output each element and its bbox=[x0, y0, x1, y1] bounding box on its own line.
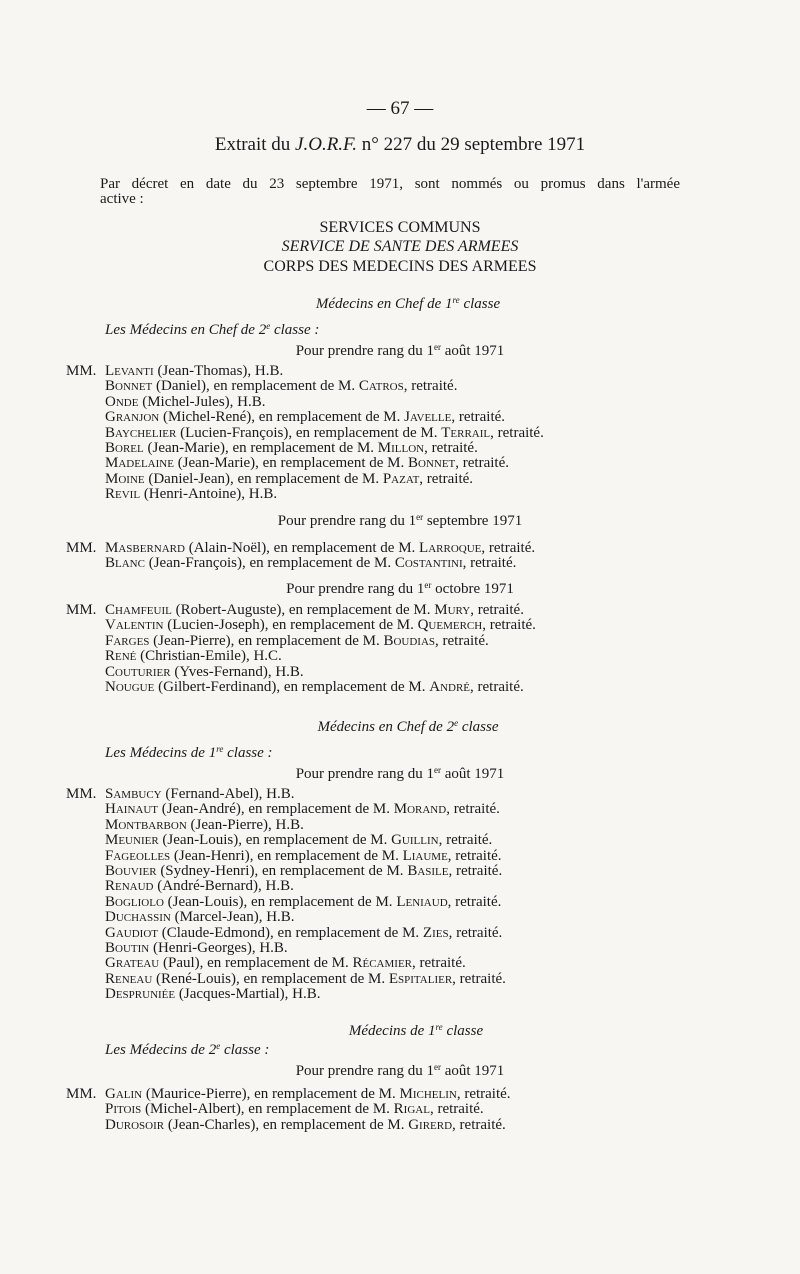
replaced-name: Basile bbox=[407, 862, 449, 879]
mm-label bbox=[66, 426, 105, 441]
list-item bbox=[66, 926, 666, 941]
entry-details: (Henri-Georges), H.B. bbox=[149, 939, 288, 956]
list-item bbox=[66, 541, 666, 556]
rang-heading: Pour prendre rang du 1er septembre 1971 bbox=[277, 512, 523, 529]
list-item bbox=[66, 618, 666, 633]
entry-details: (Christian-Emile), H.C. bbox=[136, 648, 282, 665]
entry-details: (Lucien-François), en remplacement de M. bbox=[176, 424, 442, 441]
entry-details: (Lucien-Joseph), en remplacement de M. bbox=[163, 617, 418, 634]
entries-list bbox=[66, 603, 666, 695]
entry-details: (Daniel-Jean), en remplacement de M. bbox=[144, 470, 383, 487]
person-name: Meunier bbox=[105, 832, 159, 849]
list-item bbox=[66, 649, 666, 664]
entry-end: , retraité. bbox=[482, 617, 536, 634]
mm-label bbox=[66, 1102, 105, 1117]
list-item bbox=[66, 833, 666, 848]
entry-end: , retraité. bbox=[435, 632, 489, 649]
person-name: Hainaut bbox=[105, 801, 158, 818]
mm-label bbox=[66, 849, 105, 864]
person-name: René bbox=[105, 648, 137, 665]
person-name: Reneau bbox=[105, 970, 153, 987]
heading-corps-medecins: CORPS DES MEDECINS DES ARMEES bbox=[263, 258, 537, 275]
list-item bbox=[66, 379, 666, 394]
list-item bbox=[66, 1102, 666, 1117]
person-name: Gaudiot bbox=[105, 924, 158, 941]
mm-label bbox=[66, 472, 105, 487]
person-name: Sambucy bbox=[105, 786, 162, 802]
replaced-name: Mury bbox=[434, 602, 471, 618]
mm-label bbox=[66, 972, 105, 987]
replaced-name: Javelle bbox=[404, 409, 452, 426]
person-name: Bouvier bbox=[105, 862, 157, 879]
replaced-name: Catros bbox=[358, 378, 404, 395]
section-heading: Médecins en Chef de 1re classe bbox=[315, 295, 501, 312]
entry-details: (Maurice-Pierre), en remplacement de M. bbox=[142, 1086, 400, 1102]
replaced-name: Récamier bbox=[352, 955, 413, 972]
intro-line-1: Par décret en date du 23 septembre 1971, sont nommés ou promus dans l'armée bbox=[100, 176, 680, 192]
mm-label bbox=[66, 833, 105, 848]
person-name: Farges bbox=[105, 632, 150, 649]
replaced-name: Zies bbox=[422, 924, 449, 941]
entry-end: , retraité. bbox=[456, 1086, 511, 1102]
entries-list bbox=[66, 541, 666, 572]
entry-end: , retraité. bbox=[446, 801, 500, 818]
list-item bbox=[66, 472, 666, 487]
entries-list bbox=[66, 1087, 666, 1133]
mm-label bbox=[66, 665, 105, 680]
entry-details: (Alain-Noël), en remplacement de M. bbox=[184, 540, 420, 556]
person-name: Madelaine bbox=[105, 455, 174, 472]
mm-label: MM. bbox=[66, 363, 97, 379]
rang-heading: Pour prendre rang du 1er octobre 1971 bbox=[286, 580, 514, 597]
person-name: Levanti bbox=[105, 363, 154, 379]
entry-details: (Michel-Albert), en remplacement de M. bbox=[141, 1101, 394, 1118]
list-item bbox=[66, 665, 666, 680]
person-name: Bogliolo bbox=[105, 893, 164, 910]
list-item bbox=[66, 410, 666, 425]
list-item bbox=[66, 556, 666, 571]
mm-label bbox=[66, 680, 105, 695]
entry-end: , retraité. bbox=[481, 540, 536, 556]
section-subheading: Les Médecins en Chef de 2e classe : bbox=[105, 321, 320, 338]
entry-end: , retraité. bbox=[424, 439, 478, 456]
replaced-name: Terrail bbox=[441, 424, 491, 441]
entry-details: (Jean-Marie), en remplacement de M. bbox=[143, 439, 378, 456]
entry-end: , retraité. bbox=[452, 1116, 506, 1133]
entry-details: (Yves-Fernand), H.B. bbox=[170, 663, 304, 680]
person-name: Pitois bbox=[105, 1101, 142, 1118]
person-name: Revil bbox=[105, 486, 141, 503]
entry-end: , retraité. bbox=[412, 955, 466, 972]
person-name: Montbarbon bbox=[105, 816, 187, 833]
person-name: Couturier bbox=[105, 663, 171, 680]
person-name: Bonnet bbox=[105, 378, 153, 395]
entry-details: (Gilbert-Ferdinand), en remplacement de M. bbox=[154, 678, 430, 695]
replaced-name: André bbox=[429, 678, 471, 695]
list-item bbox=[66, 603, 666, 618]
section-subheading: Les Médecins de 2e classe : bbox=[105, 1041, 270, 1058]
mm-label bbox=[66, 879, 105, 894]
list-item bbox=[66, 895, 666, 910]
entry-details: (Robert-Auguste), en remplacement de M. bbox=[171, 602, 435, 618]
entry-details: (Michel-Jules), H.B. bbox=[138, 393, 266, 410]
entry-end: , retraité. bbox=[451, 409, 506, 426]
entry-details: (Claude-Edmond), en remplacement de M. bbox=[158, 924, 423, 941]
entry-end: , retraité. bbox=[447, 893, 502, 910]
list-item bbox=[66, 787, 666, 802]
section-heading: Médecins en Chef de 2e classe bbox=[317, 718, 499, 735]
rang-heading: Pour prendre rang du 1er août 1971 bbox=[295, 342, 505, 359]
person-name: Onde bbox=[105, 393, 139, 410]
rang-heading: Pour prendre rang du 1er août 1971 bbox=[295, 1062, 505, 1079]
list-item bbox=[66, 802, 666, 817]
mm-label: MM. bbox=[66, 786, 97, 802]
person-name: Fageolles bbox=[105, 847, 171, 864]
mm-label: MM. bbox=[66, 602, 97, 618]
replaced-name: Bonnet bbox=[408, 455, 456, 472]
rang-heading: Pour prendre rang du 1er août 1971 bbox=[295, 765, 505, 782]
person-name: Granjon bbox=[105, 409, 160, 426]
entry-details: (Jean-Charles), en remplacement de M. bbox=[164, 1116, 409, 1133]
replaced-name: Morand bbox=[393, 801, 447, 818]
person-name: Chamfeuil bbox=[105, 602, 172, 618]
entry-end: , retraité. bbox=[419, 470, 474, 487]
replaced-name: Millon bbox=[377, 439, 425, 456]
mm-label bbox=[66, 395, 105, 410]
entry-details: (Jean-François), en remplacement de M. bbox=[144, 555, 395, 572]
mm-label bbox=[66, 895, 105, 910]
entry-end: , retraité. bbox=[462, 555, 517, 572]
entry-details: (Jean-Louis), en remplacement de M. bbox=[158, 832, 392, 849]
page-number: — 67 — bbox=[366, 98, 434, 119]
person-name: Grateau bbox=[105, 955, 160, 972]
mm-label bbox=[66, 987, 105, 1002]
mm-label bbox=[66, 802, 105, 817]
mm-label bbox=[66, 556, 105, 571]
entry-details: (René-Louis), en remplacement de M. bbox=[152, 970, 389, 987]
entry-end: , retraité. bbox=[403, 378, 458, 395]
mm-label bbox=[66, 410, 105, 425]
entry-end: , retraité. bbox=[438, 832, 493, 849]
intro-paragraph bbox=[100, 177, 680, 208]
entry-details: (Jean-Thomas), H.B. bbox=[153, 363, 284, 379]
entry-details: (Daniel), en remplacement de M. bbox=[152, 378, 359, 395]
entry-end: , retraité. bbox=[490, 424, 544, 441]
replaced-name: Michelin bbox=[399, 1086, 457, 1102]
mm-label bbox=[66, 618, 105, 633]
list-item bbox=[66, 956, 666, 971]
intro-line-2: active : bbox=[100, 191, 144, 208]
replaced-name: Leniaud bbox=[396, 893, 448, 910]
entry-end: , retraité. bbox=[455, 455, 509, 472]
entry-details: (Michel-René), en remplacement de M. bbox=[159, 409, 405, 426]
section-heading: Médecins de 1re classe bbox=[348, 1022, 484, 1039]
list-item bbox=[66, 634, 666, 649]
person-name: Borel bbox=[105, 439, 144, 456]
entries-list bbox=[66, 364, 666, 503]
mm-label bbox=[66, 634, 105, 649]
mm-label bbox=[66, 956, 105, 971]
entry-details: (Jean-Pierre), H.B. bbox=[186, 816, 304, 833]
document-title: Extrait du J.O.R.F. n° 227 du 29 septembre 1971 bbox=[214, 134, 586, 155]
mm-label bbox=[66, 649, 105, 664]
list-item bbox=[66, 1087, 666, 1102]
entry-end: , retraité. bbox=[448, 924, 503, 941]
heading-service-sante: SERVICE DE SANTE DES ARMEES bbox=[281, 238, 519, 255]
list-item bbox=[66, 818, 666, 833]
entry-details: (Sydney-Henri), en remplacement de M. bbox=[156, 862, 408, 879]
list-item bbox=[66, 849, 666, 864]
mm-label bbox=[66, 441, 105, 456]
replaced-name: Boudias bbox=[383, 632, 436, 649]
mm-label bbox=[66, 379, 105, 394]
person-name: Renaud bbox=[105, 878, 154, 895]
entry-details: (Jacques-Martial), H.B. bbox=[175, 986, 321, 1003]
section-subheading: Les Médecins de 1re classe : bbox=[105, 744, 273, 761]
list-item bbox=[66, 879, 666, 894]
person-name: Galin bbox=[105, 1086, 143, 1102]
person-name: Moine bbox=[105, 470, 145, 487]
heading-services-communs: SERVICES COMMUNS bbox=[319, 219, 481, 236]
entry-end: , retraité. bbox=[447, 847, 502, 864]
mm-label bbox=[66, 487, 105, 502]
list-item bbox=[66, 441, 666, 456]
mm-label bbox=[66, 1118, 105, 1133]
person-name: Despruniée bbox=[105, 986, 176, 1003]
list-item bbox=[66, 910, 666, 925]
list-item bbox=[66, 941, 666, 956]
list-item bbox=[66, 987, 666, 1002]
entry-end: , retraité. bbox=[470, 678, 524, 695]
mm-label: MM. bbox=[66, 1086, 97, 1102]
mm-label bbox=[66, 818, 105, 833]
replaced-name: Quemerch bbox=[417, 617, 483, 634]
replaced-name: Espitalier bbox=[388, 970, 453, 987]
entry-details: (André-Bernard), H.B. bbox=[153, 878, 294, 895]
replaced-name: Pazat bbox=[382, 470, 420, 487]
person-name: Masbernard bbox=[105, 540, 185, 556]
person-name: Blanc bbox=[105, 555, 145, 572]
list-item bbox=[66, 972, 666, 987]
person-name: Boutin bbox=[105, 939, 150, 956]
entry-details: (Jean-Marie), en remplacement de M. bbox=[173, 455, 408, 472]
replaced-name: Rigal bbox=[393, 1101, 430, 1118]
replaced-name: Guillin bbox=[391, 832, 439, 849]
mm-label bbox=[66, 941, 105, 956]
list-item bbox=[66, 487, 666, 502]
person-name: Nougue bbox=[105, 678, 155, 695]
list-item bbox=[66, 680, 666, 695]
entry-details: (Jean-Pierre), en remplacement de M. bbox=[149, 632, 384, 649]
list-item bbox=[66, 426, 666, 441]
entry-end: , retraité. bbox=[429, 1101, 484, 1118]
mm-label bbox=[66, 926, 105, 941]
list-item bbox=[66, 1118, 666, 1133]
list-item bbox=[66, 864, 666, 879]
entry-details: (Paul), en remplacement de M. bbox=[159, 955, 353, 972]
replaced-name: Costantini bbox=[394, 555, 463, 572]
entry-details: (Fernand-Abel), H.B. bbox=[161, 786, 295, 802]
mm-label bbox=[66, 864, 105, 879]
person-name: Valentin bbox=[105, 617, 164, 634]
list-item bbox=[66, 364, 666, 379]
replaced-name: Girerd bbox=[408, 1116, 453, 1133]
person-name: Durosoir bbox=[105, 1116, 165, 1133]
list-item bbox=[66, 456, 666, 471]
entry-end: , retraité. bbox=[470, 602, 524, 618]
entry-details: (Jean-André), en remplacement de M. bbox=[158, 801, 394, 818]
list-item bbox=[66, 395, 666, 410]
mm-label bbox=[66, 456, 105, 471]
entries-list bbox=[66, 787, 666, 1002]
mm-label: MM. bbox=[66, 540, 97, 556]
person-name: Baychelier bbox=[105, 424, 177, 441]
entry-details: (Jean-Louis), en remplacement de M. bbox=[163, 893, 397, 910]
entry-details: (Jean-Henri), en remplacement de M. bbox=[170, 847, 403, 864]
person-name: Duchassin bbox=[105, 909, 171, 926]
entry-end: , retraité. bbox=[448, 862, 503, 879]
mm-label bbox=[66, 910, 105, 925]
entry-end: , retraité. bbox=[452, 970, 506, 987]
entry-details: (Henri-Antoine), H.B. bbox=[140, 486, 278, 503]
entry-details: (Marcel-Jean), H.B. bbox=[170, 909, 295, 926]
replaced-name: Larroque bbox=[419, 540, 482, 556]
replaced-name: Liaume bbox=[402, 847, 448, 864]
